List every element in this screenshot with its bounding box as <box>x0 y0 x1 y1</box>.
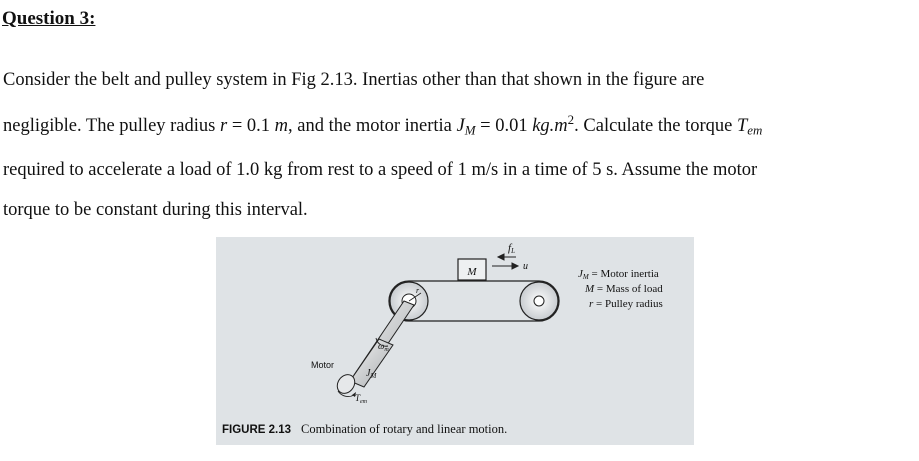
omega-label: $\omega_m$ <box>378 341 389 353</box>
motor-shaft <box>334 301 414 397</box>
torque-label: $T_{em}$ <box>355 393 368 405</box>
motor-label: Motor <box>311 360 335 370</box>
inertia-label: $J_M$ <box>366 368 377 380</box>
question-text <box>3 60 908 230</box>
velocity-label: u <box>523 261 528 272</box>
question-heading: Question 3: <box>2 8 96 29</box>
belt-pulley-diagram <box>216 237 694 445</box>
force-label: fL <box>508 242 515 255</box>
figure-caption: FIGURE 2.13 Combination of rotary and linear motion. <box>222 422 508 436</box>
question-line-3: required to accelerate a load of 1.0 kg from rest to a speed of 1 m/s in a time of 5 s. Assume the motor <box>3 160 758 181</box>
radius-label: r <box>416 286 420 295</box>
question-line-2: negligible. The pulley radius r = 0.1 m, and the motor inertia $J_M = 0.01$ $kg.m^2$. Calculate the torque $T_{em}$ <box>3 112 763 138</box>
load-mass-label: M <box>467 266 477 278</box>
velocity-arrow <box>492 263 518 269</box>
load-block <box>458 259 486 280</box>
figure-photo <box>216 237 694 445</box>
figure-legend <box>578 268 663 310</box>
legend-motor-inertia: JM = Motor inertia <box>578 268 659 281</box>
legend-pulley-radius: r = Pulley radius <box>589 298 663 310</box>
question-line-1: Consider the belt and pulley system in Fig 2.13. Inertias other than that shown in the figure are <box>3 70 705 90</box>
legend-mass-load: M = Mass of load <box>585 283 663 295</box>
question-line-4: torque to be constant during this interval. <box>3 200 308 221</box>
right-pulley <box>520 282 558 320</box>
